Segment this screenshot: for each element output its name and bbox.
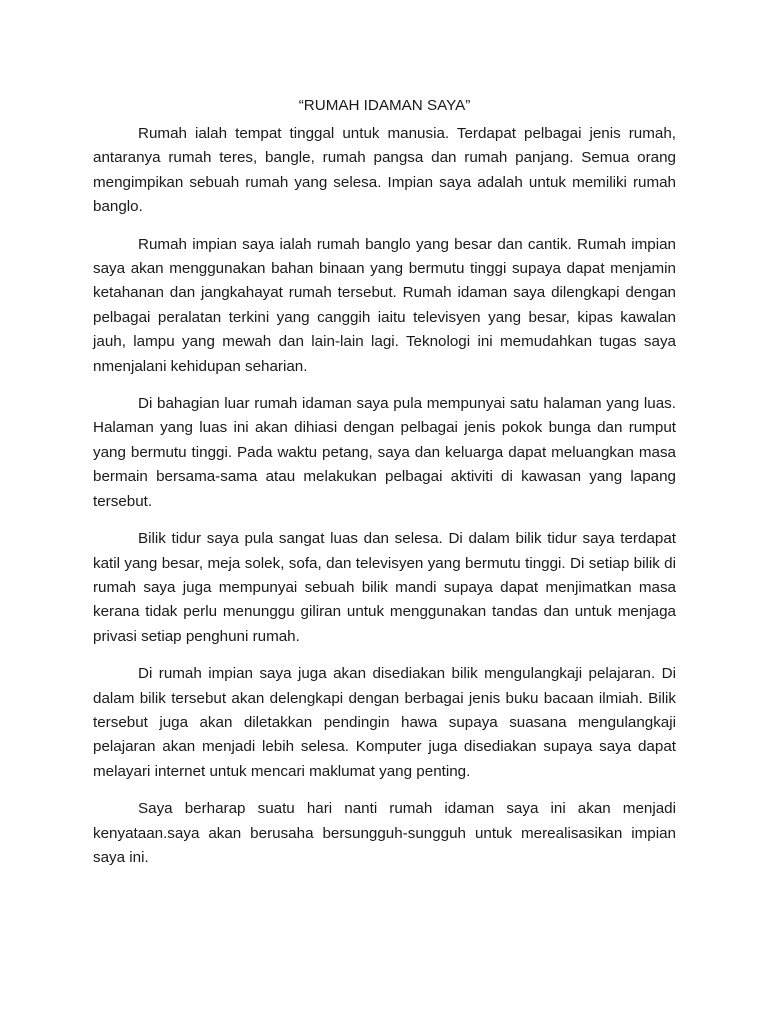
document-body — [93, 94, 676, 883]
document-title: “RUMAH IDAMAN SAYA” — [298, 97, 471, 114]
paragraph: Bilik tidur saya pula sangat luas dan selesa. Di dalam bilik tidur saya terdapat katil yang besar, meja solek, sofa, dan televisyen yang bermutu tinggi. Di setiap bilik di rumah saya juga mempunyai sebuah bilik mandi supaya dapat menjimatkan masa kerana tidak perlu menunggu giliran untuk menggunakan tandas dan untuk menjaga privasi setiap penghuni rumah. — [93, 530, 676, 645]
paragraph: Rumah ialah tempat tinggal untuk manusia. Terdapat pelbagai jenis rumah, antaranya rumah teres, bangle, rumah pangsa dan rumah panjang. Semua orang mengimpikan sebuah rumah yang selesa. Impian saya adalah untuk memiliki rumah banglo. — [93, 125, 676, 216]
paragraph: Rumah impian saya ialah rumah banglo yang besar dan cantik. Rumah impian saya akan menggunakan bahan binaan yang bermutu tinggi supaya dapat menjamin ketahanan dan jangkahayat rumah tersebut. Rumah idaman saya dilengkapi dengan pelbagai peralatan terkini yang canggih iaitu televisyen yang besar, kipas kawalan jauh, lampu yang mewah dan lain-lain lagi. Teknologi ini memudahkan tugas saya nmenjalani kehidupan seharian. — [93, 235, 676, 375]
paragraph: Saya berharap suatu hari nanti rumah idaman saya ini akan menjadi kenyataan.saya akan berusaha bersungguh-sungguh untuk merealisasikan impian saya ini. — [93, 800, 676, 866]
paragraph: Di rumah impian saya juga akan disediakan bilik mengulangkaji pelajaran. Di dalam bilik tersebut akan delengkapi dengan berbagai jenis buku bacaan ilmiah. Bilik tersebut juga akan diletakkan pendingin hawa supaya suasana mengulangkaji pelajaran akan menjadi lebih selesa. Komputer juga disediakan supaya saya dapat melayari internet untuk mencari maklumat yang penting. — [93, 665, 676, 780]
paragraph: Di bahagian luar rumah idaman saya pula mempunyai satu halaman yang luas. Halaman yang luas ini akan dihiasi dengan pelbagai jenis pokok bunga dan rumput yang bermutu tinggi. Pada waktu petang, saya dan keluarga dapat meluangkan masa bermain bersama-sama atau melakukan pelbagai aktiviti di kawasan yang lapang tersebut. — [93, 395, 676, 510]
